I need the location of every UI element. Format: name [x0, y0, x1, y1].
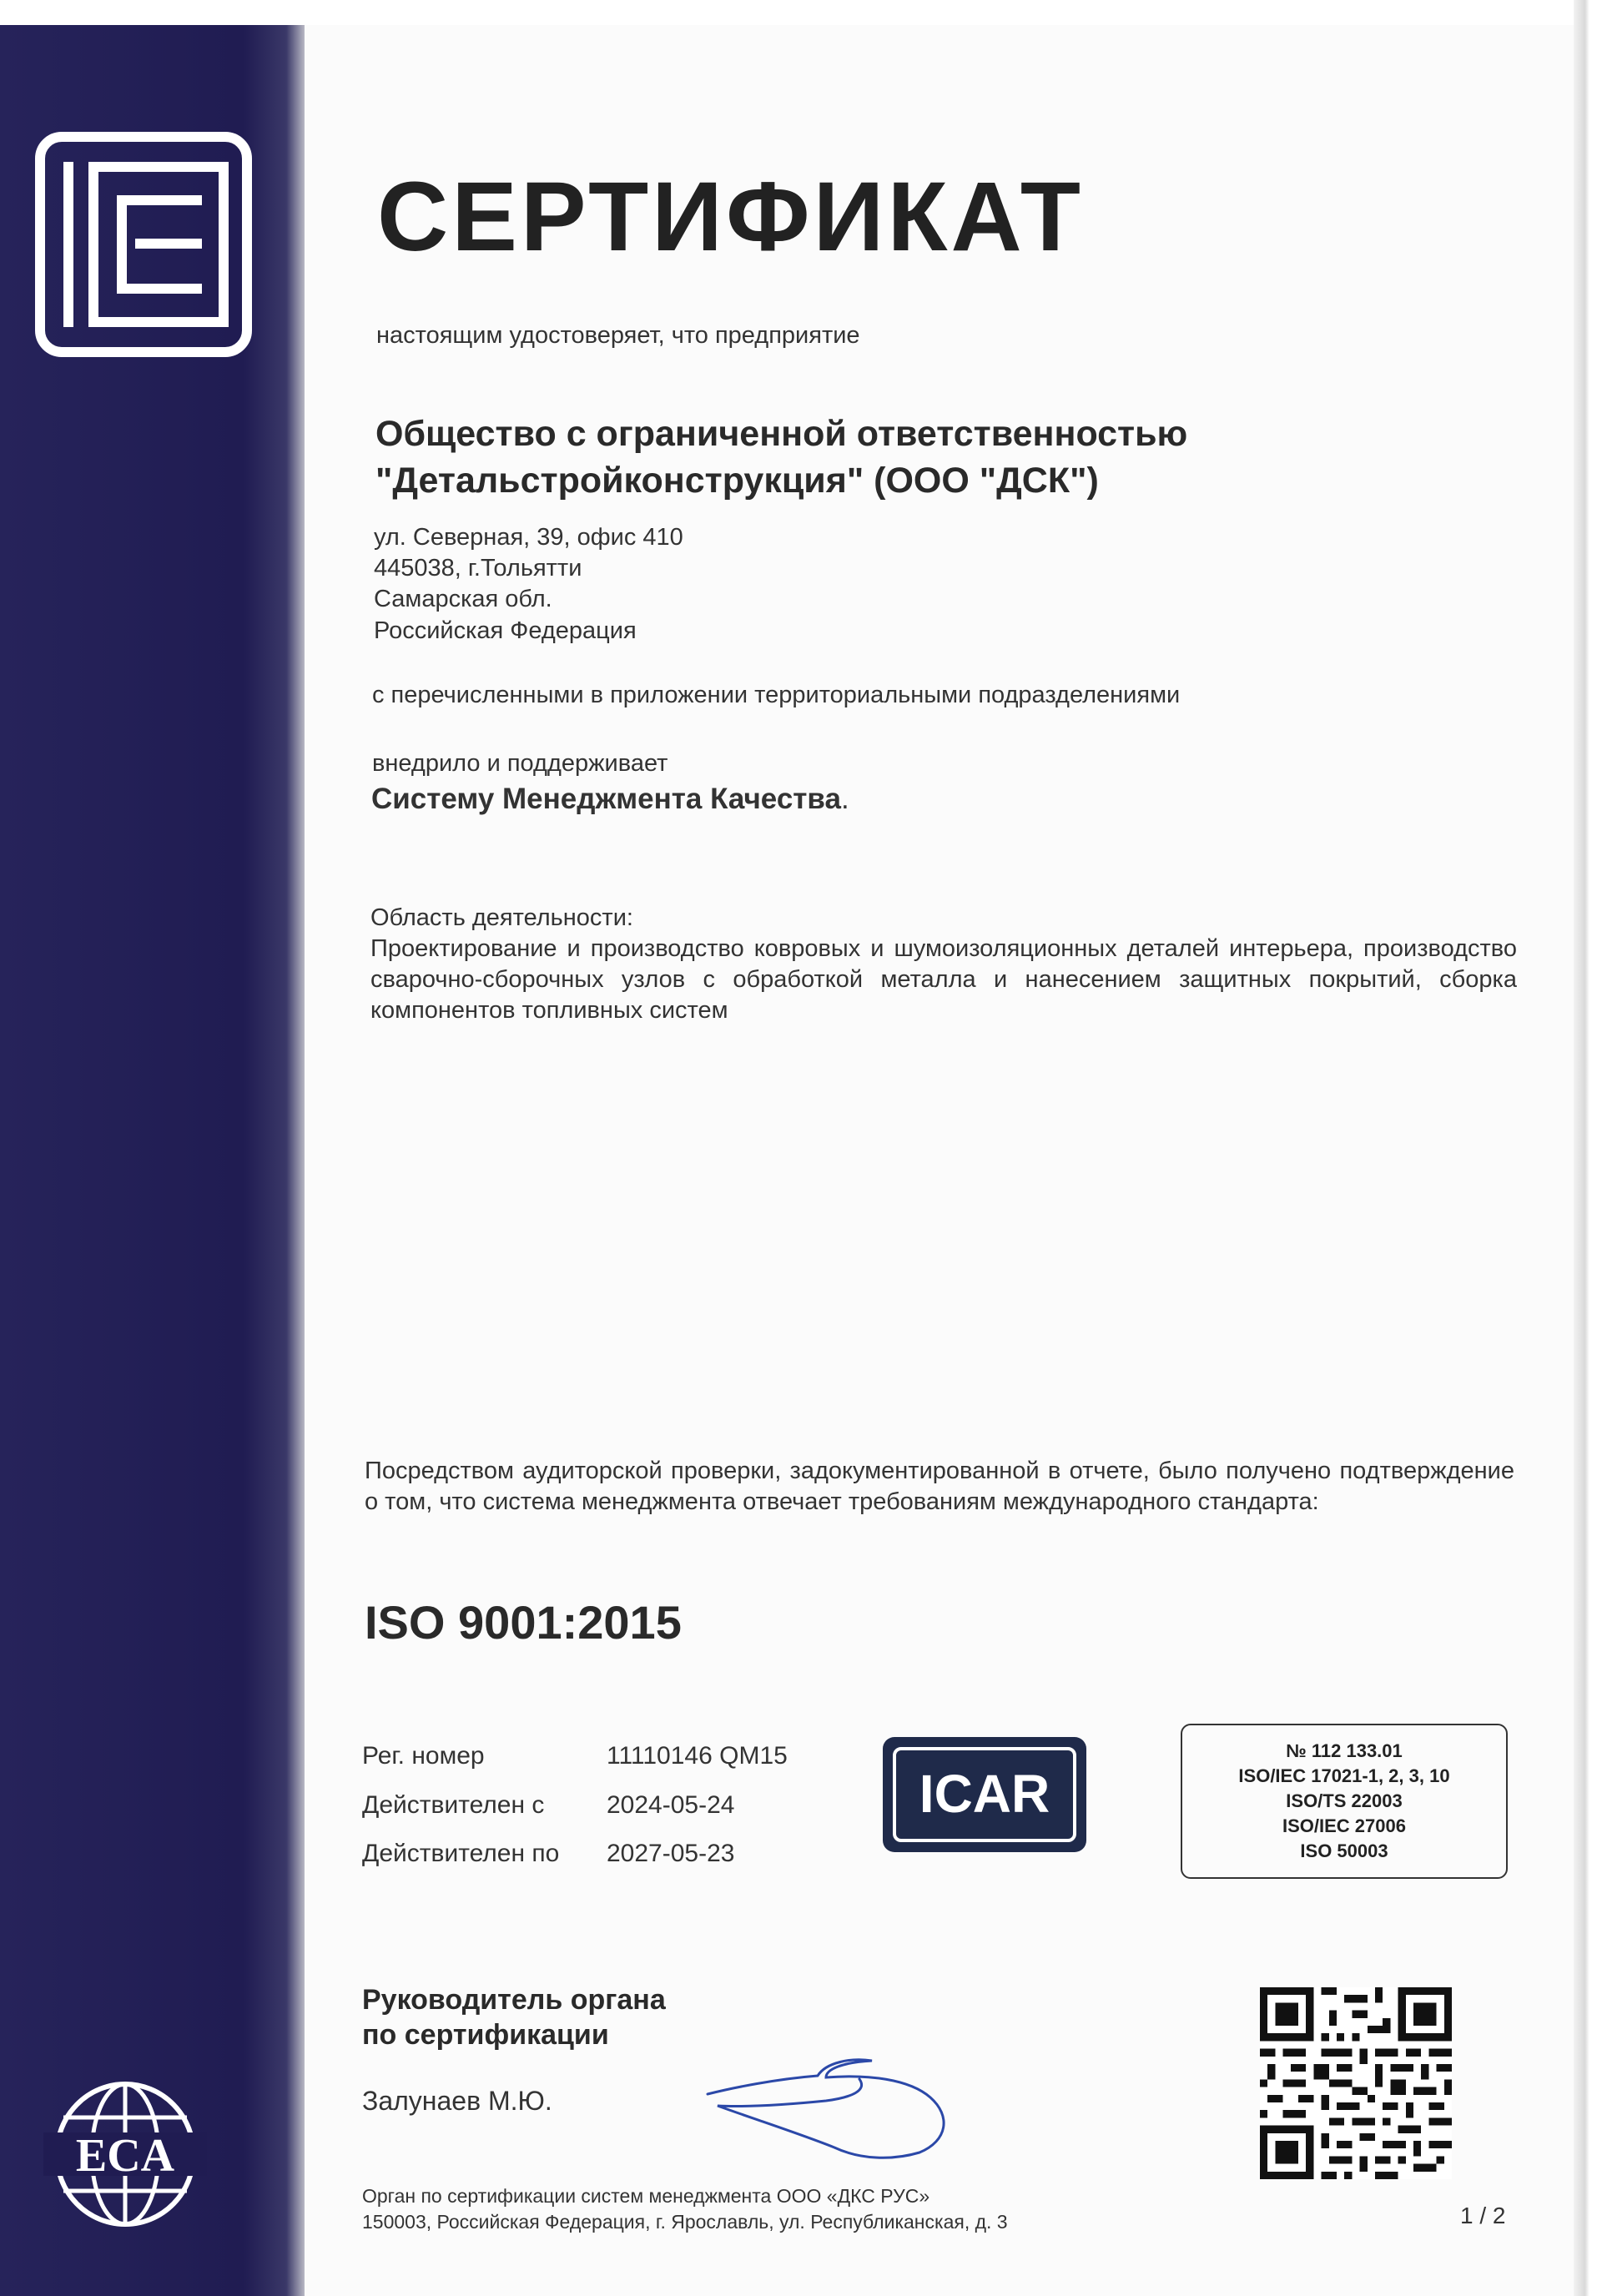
eca-logo-icon [43, 2077, 207, 2229]
address-line: Российская Федерация [374, 617, 637, 644]
icar-logo-icon [883, 1737, 1086, 1852]
implemented-text: внедрило и поддерживает [372, 750, 668, 777]
accreditation-line: ISO/IEC 27006 [1282, 1815, 1406, 1836]
page-top-margin [0, 0, 1602, 25]
scope-label: Область деятельности: [370, 904, 633, 931]
sidebar-band [0, 25, 305, 2296]
accreditation-line: ISO 50003 [1300, 1840, 1388, 1861]
signer-name: Залунаев М.Ю. [362, 2086, 552, 2116]
qr-code-icon [1260, 1987, 1452, 2179]
signer-title [362, 1982, 666, 2052]
valid-to-label: Действителен по [362, 1840, 560, 1867]
valid-from-value: 2024-05-24 [607, 1791, 735, 1819]
icar-logo-text: ICAR [919, 1764, 1050, 1824]
valid-from-label: Действителен с [362, 1791, 545, 1819]
valid-to-value: 2027-05-23 [607, 1840, 735, 1867]
certificate-title: СЕРТИФИКАТ [377, 162, 1084, 272]
accreditation-line: ISO/IEC 17021-1, 2, 3, 10 [1238, 1765, 1450, 1786]
iso-standard: ISO 9001:2015 [365, 1596, 682, 1649]
signer-title-line2: по сертификации [362, 2019, 609, 2051]
system-name-bold: Систему Менеджмента Качества [371, 783, 841, 815]
ds-logo-icon [35, 132, 252, 357]
reg-number-value: 11110146 QM15 [607, 1742, 788, 1770]
footer-issuer [362, 2183, 1008, 2235]
page-right-edge [1574, 0, 1602, 2296]
accreditation-line: № 112 133.01 [1286, 1740, 1403, 1761]
system-name [371, 783, 849, 816]
intro-text: настоящим удостоверяет, что предприятие [376, 322, 860, 349]
footer-issuer-line2: 150003, Российская Федерация, г. Ярославль, ул. Республиканская, д. 3 [362, 2211, 1008, 2233]
address-line: ул. Северная, 39, офис 410 [374, 524, 683, 551]
accreditation-line: ISO/TS 22003 [1286, 1790, 1403, 1811]
footer-issuer-line1: Орган по сертификации систем менеджмента ООО «ДКС РУС» [362, 2185, 930, 2207]
system-name-suffix: . [840, 783, 849, 815]
company-name-line2: "Детальстройконструкция" (ООО "ДСК") [375, 461, 1099, 501]
address-line: 445038, г.Тольятти [374, 555, 582, 582]
page-number: 1 / 2 [1460, 2203, 1506, 2228]
eca-logo-text: ECA [75, 2130, 175, 2182]
subdivisions-text: с перечисленными в приложении территориальными подразделениями [372, 682, 1181, 708]
accreditation-box [1181, 1724, 1508, 1879]
company-name [375, 410, 1187, 504]
reg-number-label: Рег. номер [362, 1742, 485, 1770]
company-name-line1: Общество с ограниченной ответственностью [375, 414, 1188, 454]
scope-text: Проектирование и производство ковровых и шумоизоляционных деталей интерьера, производство сварочно-сборочных узлов с обработкой металла и нанесением защитных покрытий, сборка компонентов топливных систем [370, 935, 1517, 1024]
signer-title-line1: Руководитель органа [362, 1984, 666, 2016]
audit-text: Посредством аудиторской проверки, задокументированной в отчете, было получено подтверждение о том, что система менеджмента отвечает требованиям международного стандарта: [365, 1458, 1514, 1515]
signature-image [701, 2054, 951, 2163]
address-line: Самарская обл. [374, 586, 552, 612]
